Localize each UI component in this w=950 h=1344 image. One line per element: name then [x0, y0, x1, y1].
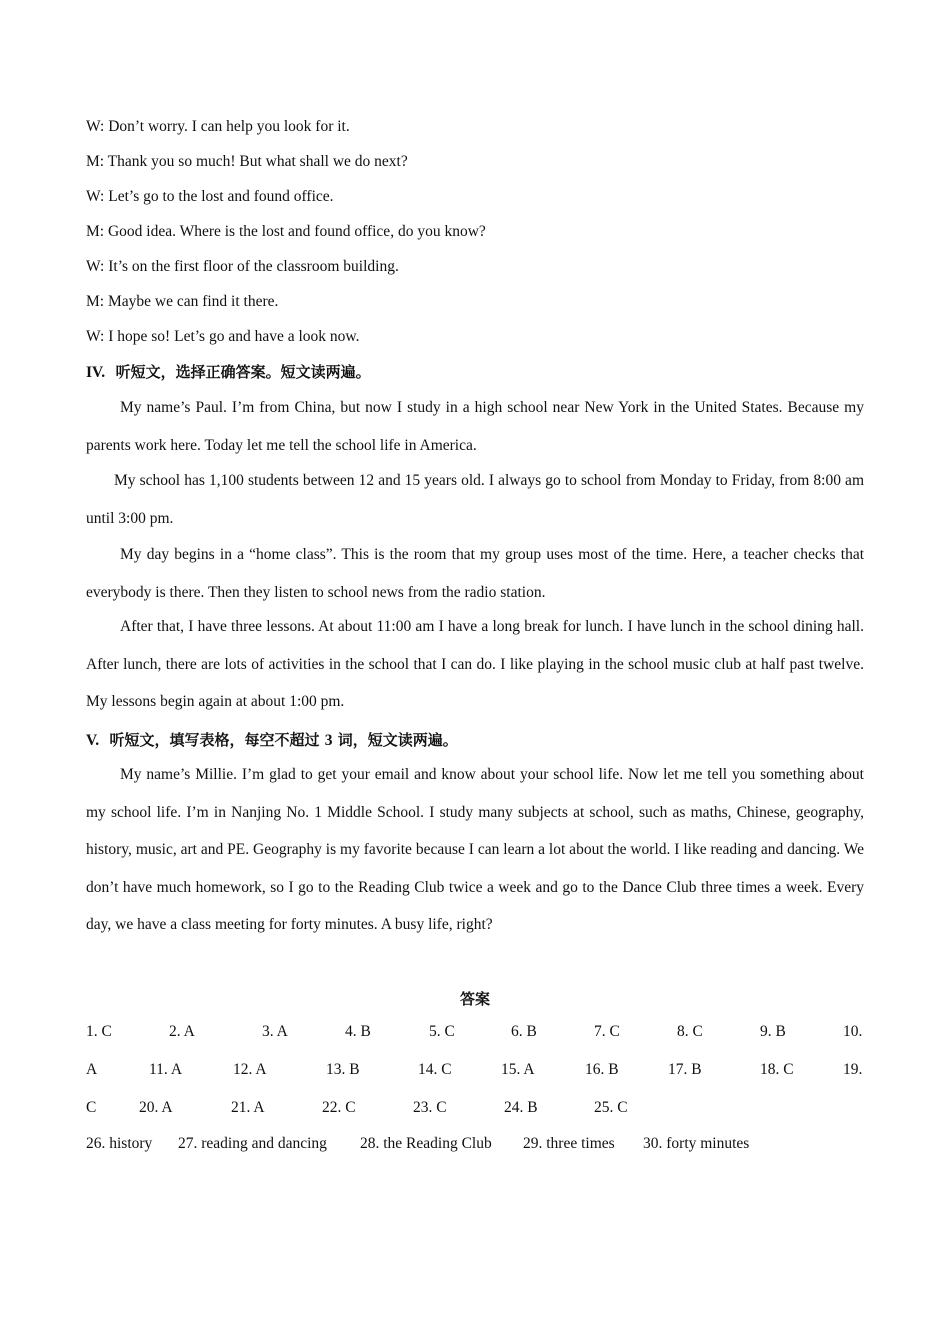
answer-item: 8. C — [677, 1023, 703, 1040]
answer-item: 6. B — [511, 1023, 537, 1040]
answer-item: 25. C — [594, 1099, 628, 1116]
answer-item: 4. B — [345, 1023, 371, 1040]
answers-row — [86, 1134, 864, 1154]
answers-row — [86, 1022, 864, 1042]
answer-item: 16. B — [585, 1061, 619, 1078]
section-5-paragraph: My name’s Millie. I’m glad to get your email and know about your school life. Now let me tell you something about my school life. I’m in Nanjing No. 1 Middle School. I study many subjects at school, such as maths, Chinese, geography, history, music, art and PE. Geography is my favorite because I can learn a lot about the world. I like reading and dancing. We don’t have much homework, so I go to the Reading Club twice a week and go to the Dance Club three times a week. Every day, we have a class meeting for forty minutes. A busy life, right? — [86, 766, 864, 933]
section-4-paragraph: My day begins in a “home class”. This is the room that my group uses most of the time. Here, a teacher checks that everybody is there. Then they listen to school news from the radio station. — [86, 546, 864, 601]
answer-item: 17. B — [668, 1061, 702, 1078]
section-4-heading — [86, 362, 371, 383]
answer-item: 30. forty minutes — [643, 1135, 750, 1152]
section-4-paragraph: My name’s Paul. I’m from China, but now I study in a high school near New York in the United States. Because my parents work here. Today let me tell the school life in America. — [86, 399, 864, 454]
section-4-title: 听短文，选择正确答案。短文读两遍。 — [115, 363, 371, 381]
answer-item: 1. C — [86, 1023, 112, 1040]
answer-item: 19. — [843, 1061, 863, 1078]
answer-item: 22. C — [322, 1099, 356, 1116]
section-5-heading: V. 听短文，填写表格，每空不超过 3 词，短文读两遍。 — [86, 731, 458, 749]
answers-title: 答案 — [459, 990, 490, 1008]
answer-item: 29. three times — [523, 1135, 615, 1152]
dialogue-line: M: Thank you so much! But what shall we do next? — [86, 153, 408, 170]
answer-item: C — [86, 1099, 97, 1116]
dialogue-line: M: Maybe we can find it there. — [86, 293, 279, 310]
answer-item: 14. C — [418, 1061, 452, 1078]
answer-item: 11. A — [149, 1061, 183, 1078]
answer-item: 9. B — [760, 1023, 786, 1040]
dialogue-line: W: Let’s go to the lost and found office. — [86, 188, 334, 205]
section-4-paragraph: My school has 1,100 students between 12 and 15 years old. I always go to school from Monday to Friday, from 8:00 am until 3:00 pm. — [86, 472, 864, 527]
section-5-number: V. — [86, 732, 100, 749]
answer-item: 26. history — [86, 1135, 153, 1152]
answer-item: A — [86, 1061, 98, 1078]
answer-item: 5. C — [429, 1023, 455, 1040]
dialogue-line: W: Don’t worry. I can help you look for it. — [86, 118, 350, 135]
answer-item: 18. C — [760, 1061, 794, 1078]
dialogue-line: W: I hope so! Let’s go and have a look now. — [86, 328, 360, 345]
answer-item: 12. A — [233, 1061, 267, 1078]
answer-item: 7. C — [594, 1023, 620, 1040]
answer-item: 15. A — [501, 1061, 535, 1078]
answer-item: 2. A — [169, 1023, 195, 1040]
answer-item: 13. B — [326, 1061, 360, 1078]
answer-item: 3. A — [262, 1023, 288, 1040]
dialogue-line: W: It’s on the first floor of the classroom building. — [86, 258, 399, 275]
answer-item: 10. — [843, 1023, 863, 1040]
answer-item: 23. C — [413, 1099, 447, 1116]
answer-item: 20. A — [139, 1099, 173, 1116]
answer-item: 24. B — [504, 1099, 538, 1116]
answers-row — [86, 1060, 864, 1080]
answer-item: 27. reading and dancing — [178, 1135, 327, 1152]
answers-row — [86, 1098, 864, 1118]
section-4-paragraph: After that, I have three lessons. At about 11:00 am I have a long break for lunch. I have lunch in the school dining hall. After lunch, there are lots of activities in the school that I can do. I like playing in the school music club at half past twelve. My lessons begin again at about 1:00 pm. — [86, 618, 864, 710]
dialogue-line: M: Good idea. Where is the lost and found office, do you know? — [86, 223, 486, 240]
section-5-title: 听短文，填写表格，每空不超过 — [109, 731, 320, 749]
answer-item: 28. the Reading Club — [360, 1135, 492, 1152]
answer-item: 21. A — [231, 1099, 265, 1116]
section-4-number: IV. — [86, 364, 106, 381]
